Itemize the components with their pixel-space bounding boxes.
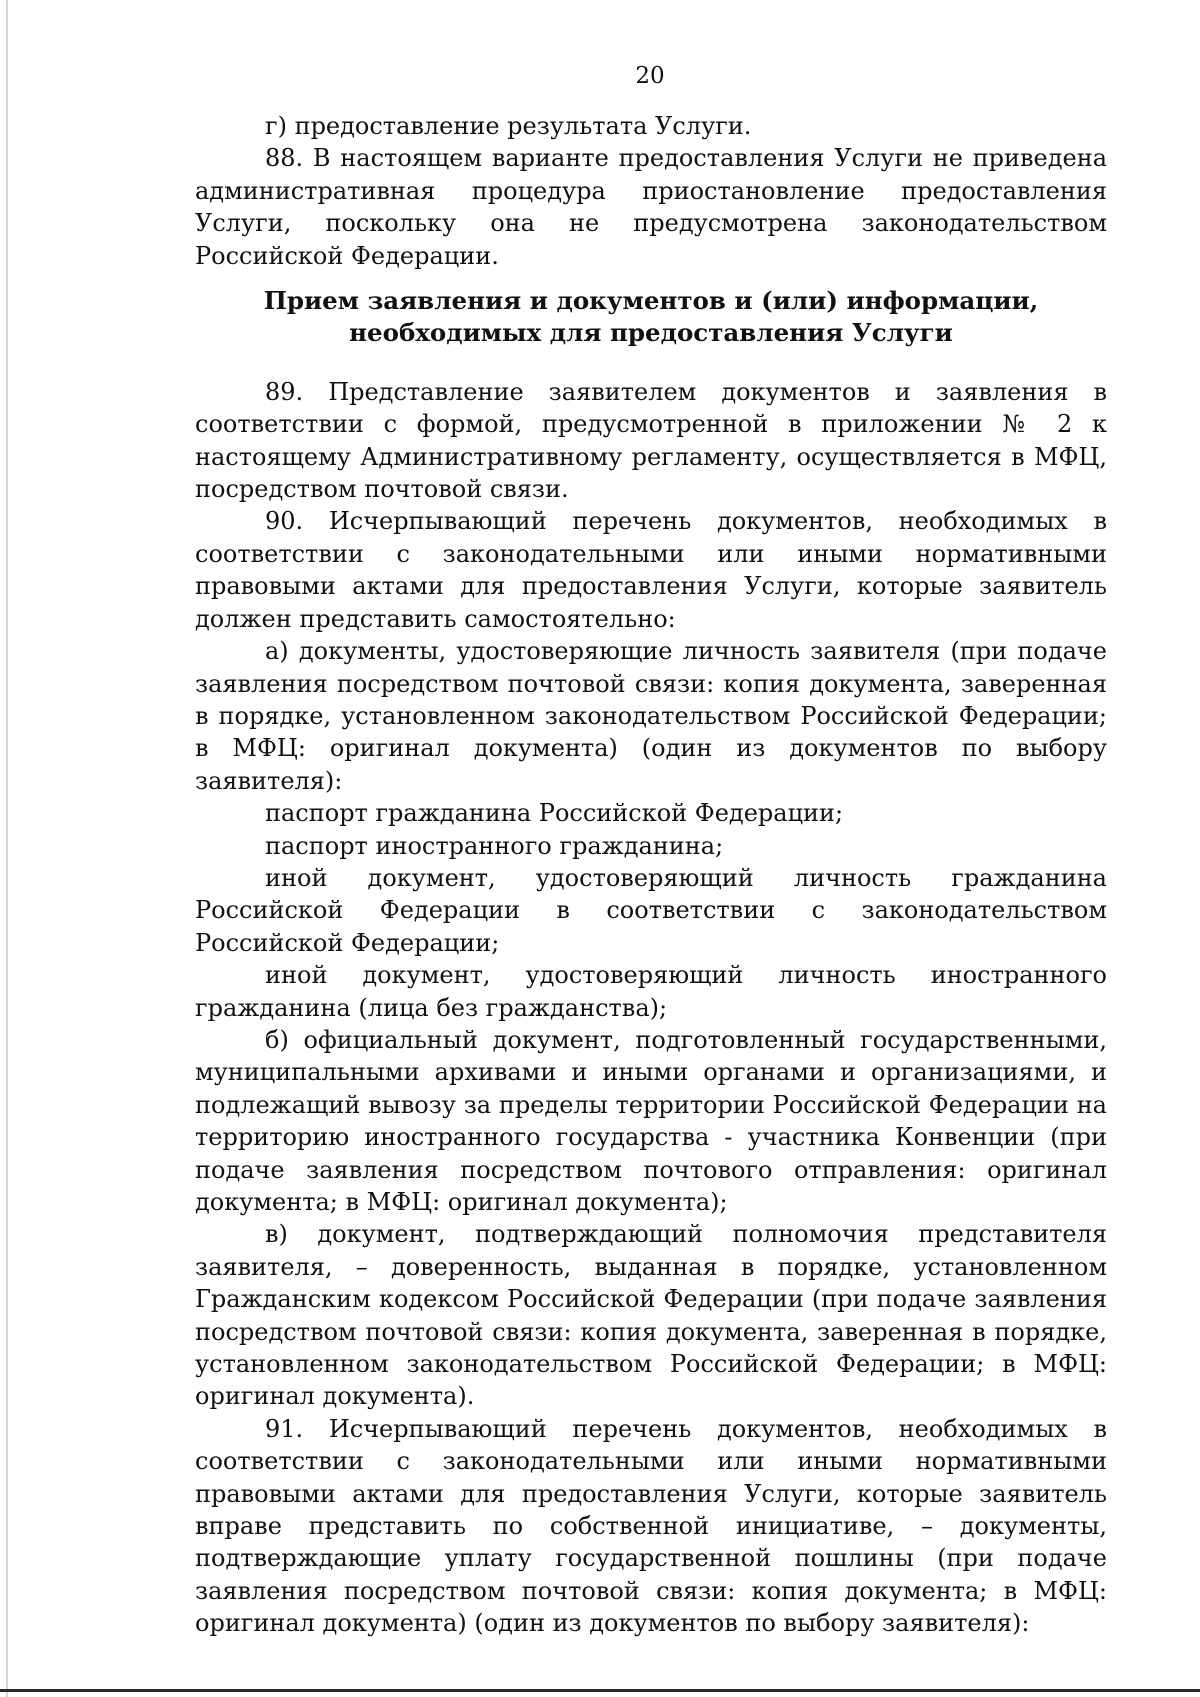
paragraph-item-b: б) официальный документ, подготовленный государственными, муниципальными архивами и иными органами и организациями, и подлежащий вывозу за пределы территории Российской Федерации на территорию иностранного государства - участника Конвенции (при подаче заявления посредством почтового отправления: оригинал документа; в МФЦ: оригинал документа);	[195, 1025, 1107, 1216]
page-bottom-edge	[0, 1689, 1200, 1692]
list-item-other-foreign-document: иной документ, удостоверяющий личность иностранного гражданина (лица без гражданства);	[195, 961, 1107, 1022]
paragraph-91: 91. Исчерпывающий перечень документов, необходимых в соответствии с законодательными или иными нормативными правовыми актами для предоставления Услуги, которые заявитель вправе представить по собственной инициативе, – документы, подтверждающие уплату государственной пошлины (при подаче заявления посредством почтовой связи: копия документа; в МФЦ: оригинал документа) (один из документов по выбору заявителя):	[195, 1414, 1107, 1638]
paragraph-item-a: а) документы, удостоверяющие личность заявителя (при подаче заявления посредством почтовой связи: копия документа, заверенная в порядке, установленном законодательством Российской Федерации; в МФЦ: оригинал документа) (один из документов по выбору заявителя):	[195, 637, 1107, 795]
list-item-other-rf-document: иной документ, удостоверяющий личность гражданина Российской Федерации в соответствии с законодательством Российской Федерации;	[195, 863, 1107, 957]
list-item-passport-rf: паспорт гражданина Российской Федерации;	[265, 799, 844, 828]
section-heading	[195, 285, 1107, 350]
paragraph-item-v: в) документ, подтверждающий полномочия представителя заявителя, – доверенность, выданная в порядке, установленном Гражданским кодексом Российской Федерации (при подаче заявления посредством почтовой связи: копия документа, заверенная в порядке, установленном законодательством Российской Федерации; в МФЦ: оригинал документа).	[195, 1220, 1107, 1411]
paragraph-89: 89. Представление заявителем документов и заявления в соответствии с формой, предусмотренной в приложении № 2 к настоящему Административному регламенту, осуществляется в МФЦ, посредством почтовой связи.	[195, 377, 1107, 504]
page-left-edge	[6, 0, 8, 1697]
section-heading-line-2: необходимых для предоставления Услуги	[349, 318, 953, 348]
paragraph-item-g: г) предоставление результата Услуги.	[265, 112, 752, 140]
paragraph-90: 90. Исчерпывающий перечень документов, необходимых в соответствии с законодательными или иными нормативными правовыми актами для предоставления Услуги, которые заявитель должен представить самостоятельно:	[195, 507, 1107, 633]
list-item-passport-foreign: паспорт иностранного гражданина;	[265, 831, 724, 860]
document-body	[195, 110, 1107, 1640]
paragraph-88: 88. В настоящем варианте предоставления Услуги не приведена административная процедура приостановление предоставления Услуги, поскольку она не предусмотрена законодательством Российской Федерации.	[195, 144, 1107, 270]
page-number: 20	[635, 63, 665, 89]
section-heading-line-1: Прием заявления и документов и (или) информации,	[263, 286, 1039, 316]
